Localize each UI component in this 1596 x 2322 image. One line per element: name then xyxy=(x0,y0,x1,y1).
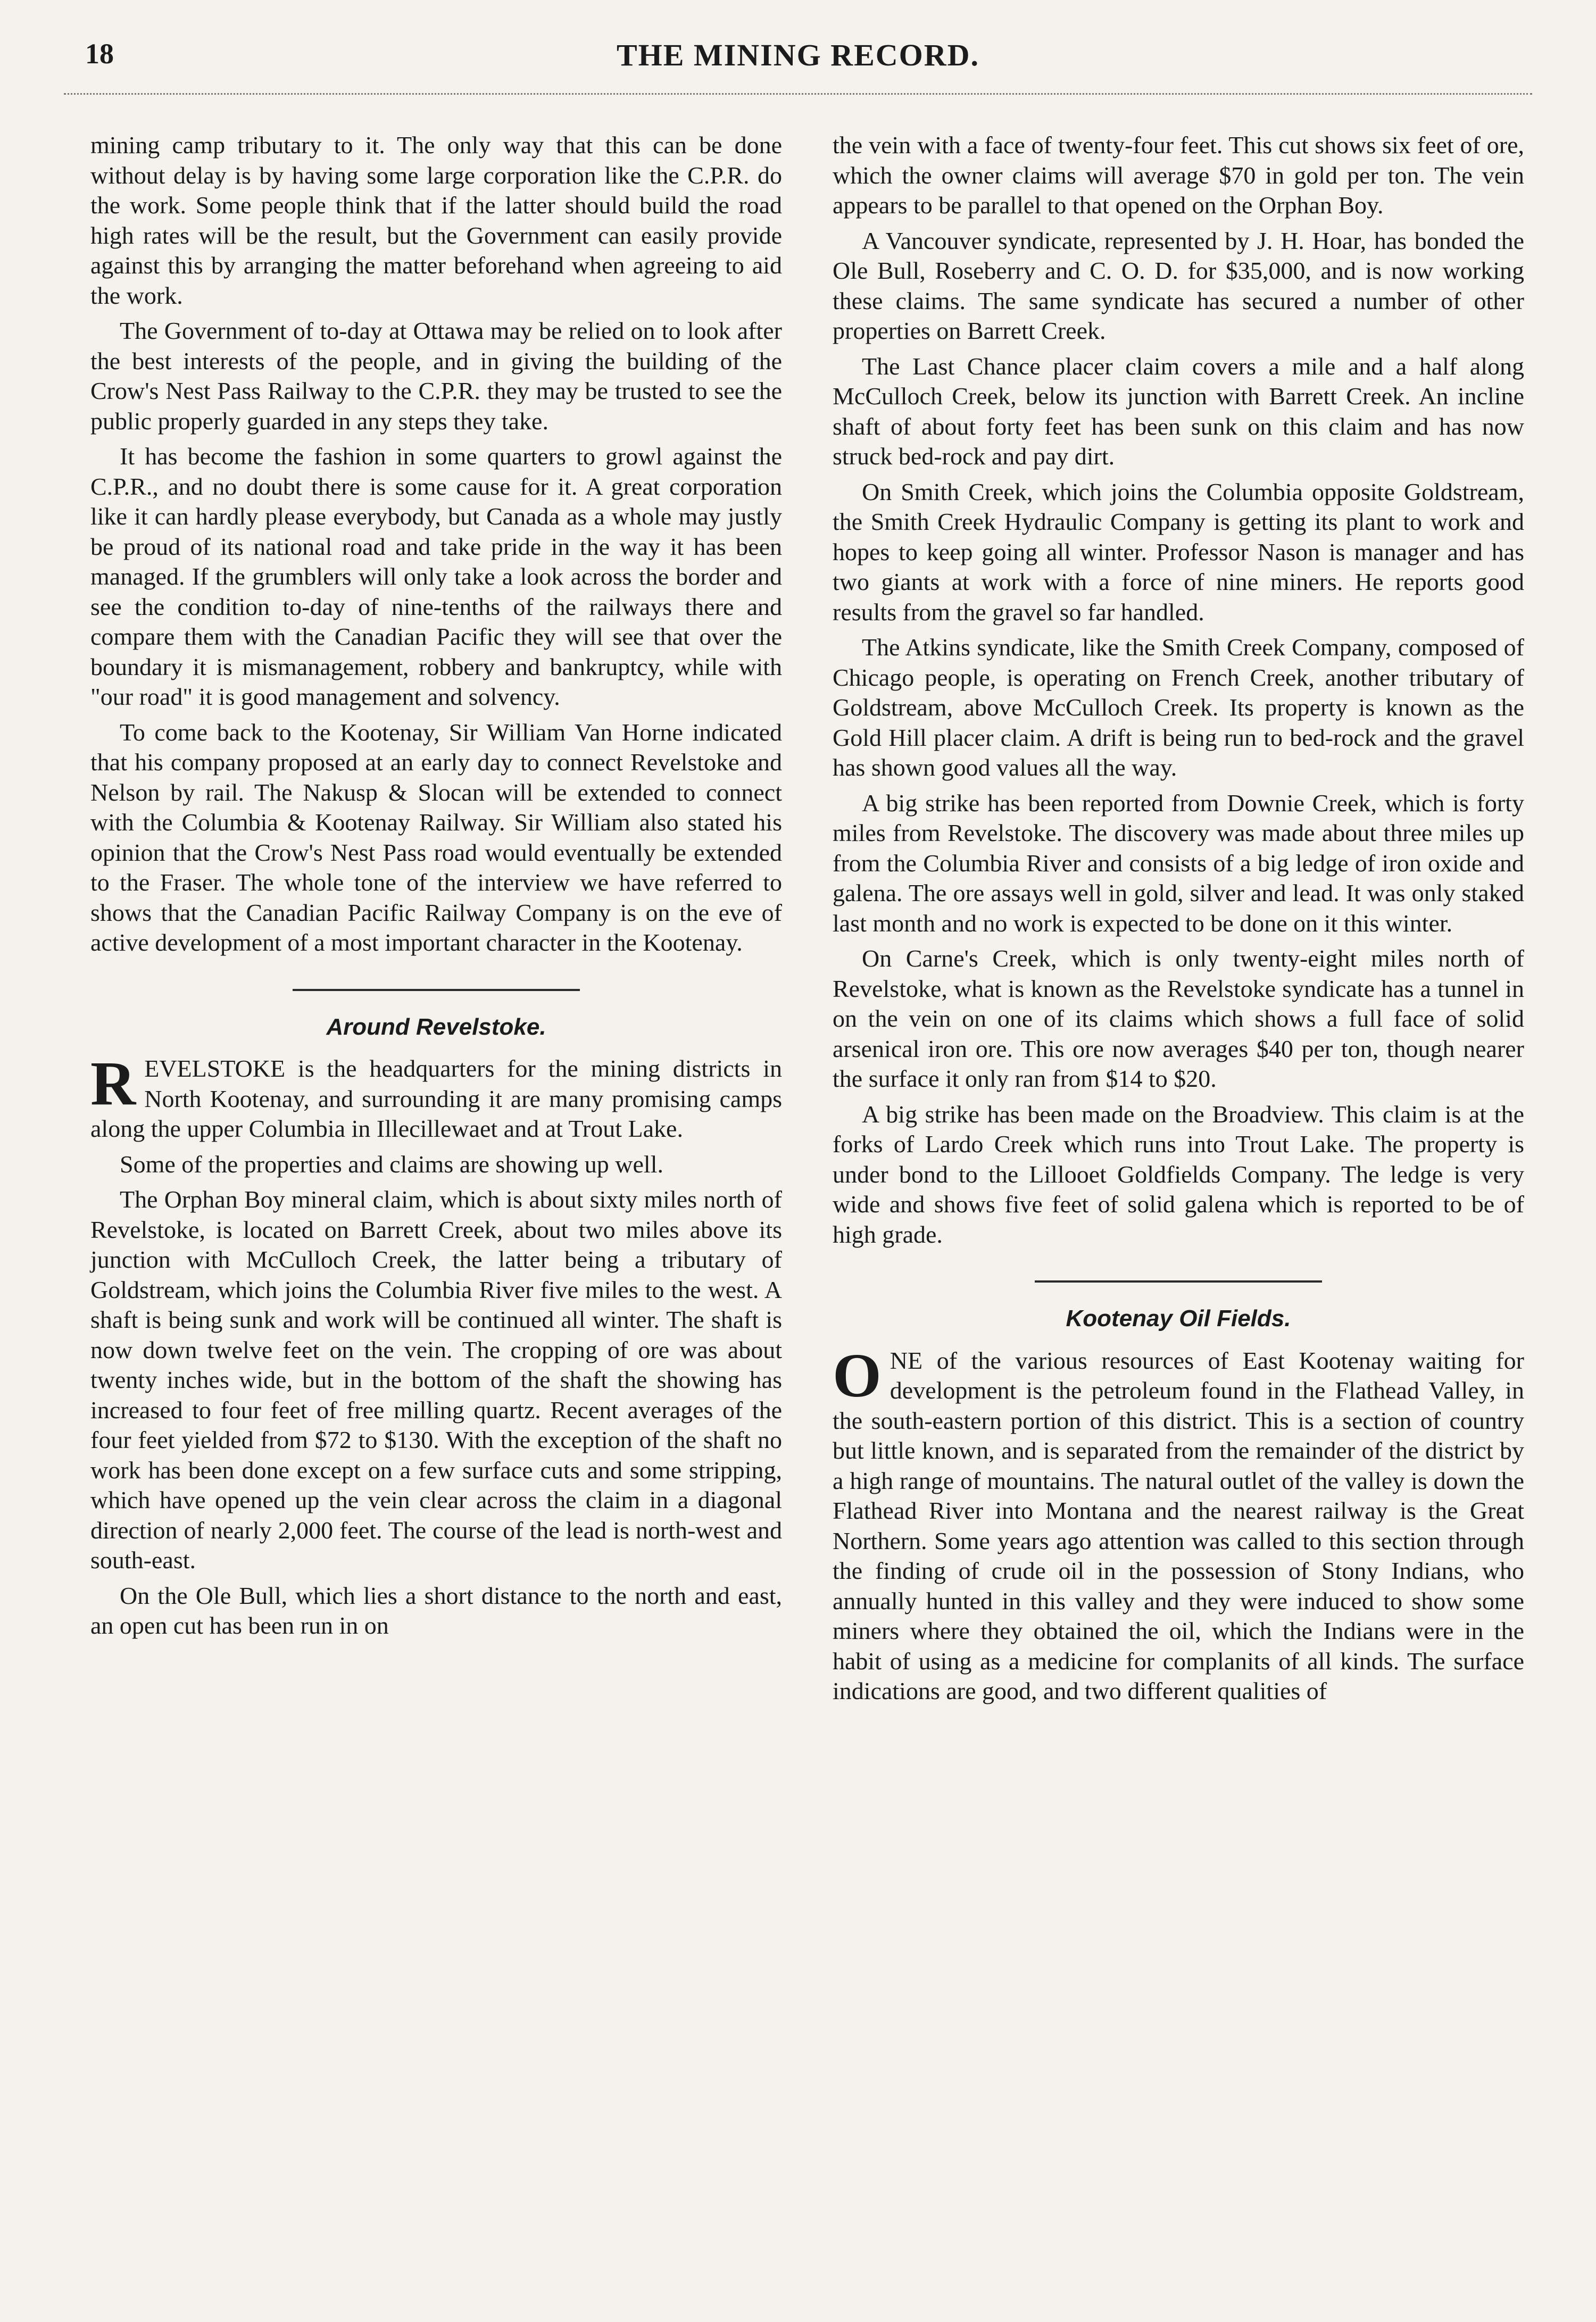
right-paragraph-7: On Carne's Creek, which is only twenty-eight miles north of Revelstoke, what is known as the Revelstoke syndicate has a tunnel in on the vein on one of its claims which shows a full face of solid arsenical iron ore. This ore now averages $40 per ton, though nearer the surface it only ran from $14 to $20. xyxy=(833,945,1524,1092)
journal-title: THE MINING RECORD. xyxy=(616,38,980,72)
left-column xyxy=(90,130,782,1646)
revelstoke-lead-text: EVELSTOKE is the headquarters for the mining districts in North Kootenay, and surrounding it are many promising camps along the upper Columbia in Illecillewaet and at Trout Lake. xyxy=(90,1055,782,1142)
oil-fields-lead-text: NE of the various resources of East Kootenay waiting for development is the petroleum found in the Flathead Valley, in the south-eastern portion of this district. This is a section of country but little known, and is separated from the remainder of the district by a high range of mountains. The natural outlet of the valley is down the Flathead River into Montana and the nearest railway is the Great Northern. Some years ago attention was called to this section through the finding of crude oil in the possession of Stony Indians, who annually hunted in this valley and they were induced to show some miners where they obtained the oil, which the Indians were in the habit of using as a medicine for complanits of all kinds. The surface indications are good, and two different qualities of xyxy=(833,1346,1524,1704)
left-paragraph-2: The Government of to-day at Ottawa may be relied on to look after the best interests of the people, and in giving the building of the Crow's Nest Pass Railway to the C.P.R. they may be trusted to see the public properly guarded in any steps they take. xyxy=(90,317,782,435)
section-divider xyxy=(1035,1280,1322,1283)
right-column xyxy=(833,130,1524,1712)
left-paragraph-3: It has become the fashion in some quarters to growl against the C.P.R., and no doubt there is some cause for it. A great corporation like it can hardly please everybody, but Canada as a whole may justly be proud of its national road and take pride in the way it has been managed. If the grumblers will only take a look across the border and see the condition to-day of nine-tenths of the railways there and compare them with the Canadian Pacific they will see that over the boundary it is mismanagement, robbery and bankruptcy, while with "our road" it is good management and solvency. xyxy=(90,443,782,710)
page-header xyxy=(85,37,1511,80)
header-rule xyxy=(64,93,1532,95)
right-paragraph-4: On Smith Creek, which joins the Columbia opposite Goldstream, the Smith Creek Hydraulic Company is getting its plant to work and hopes to keep going all winter. Professor Nason is manager and has two giants at work with a force of nine miners. He reports good results from the gravel so far handled. xyxy=(833,478,1524,626)
revelstoke-lead-paragraph xyxy=(90,1048,782,1144)
section-title-oil-fields: Kootenay Oil Fields. xyxy=(1066,1305,1291,1331)
right-paragraph-1: the vein with a face of twenty-four feet. This cut shows six feet of ore, which the owner claims will average $70 in gold per ton. The vein appears to be parallel to that opened on the Orphan Boy. xyxy=(833,131,1524,219)
page-number: 18 xyxy=(85,38,114,70)
revelstoke-paragraph-2: The Orphan Boy mineral claim, which is about sixty miles north of Revelstoke, is located on Barrett Creek, about two miles above its junction with McCulloch Creek, the latter being a tributary of Goldstream, which joins the Columbia River five miles to the west. A shaft is being sunk and work will be continued all winter. The shaft is now down twelve feet on the vein. The cropping of ore was about twenty inches wide, but in the bottom of the shaft the showing has increased to four feet of free milling quartz. Recent averages of the four feet yielded from $72 to $130. With the exception of the shaft no work has been done except on a few surface cuts and some stripping, which have opened up the vein clear across the claim in a diagonal direction of nearly 2,000 feet. The course of the lead is north-west and south-east. xyxy=(90,1186,782,1574)
left-paragraph-4: To come back to the Kootenay, Sir William Van Horne indicated that his company proposed at an early day to connect Revelstoke and Nelson by rail. The Nakusp & Slocan will be extended to connect with the Columbia & Kootenay Railway. Sir William also stated his opinion that the Crow's Nest Pass road would eventually be extended to the Fraser. The whole tone of the interview we have referred to shows that the Canadian Pacific Railway Company is on the eve of active development of a most important character in the Kootenay. xyxy=(90,718,782,956)
right-paragraph-3: The Last Chance placer claim covers a mile and a half along McCulloch Creek, below its junction with Barrett Creek. An incline shaft of about forty feet has been sunk on this claim and has now struck bed-rock and pay dirt. xyxy=(833,352,1524,470)
revelstoke-paragraph-3: On the Ole Bull, which lies a short distance to the north and east, an open cut has been run in on xyxy=(90,1582,782,1639)
revelstoke-paragraph-1: Some of the properties and claims are showing up well. xyxy=(120,1150,663,1178)
right-paragraph-5: The Atkins syndicate, like the Smith Creek Company, composed of Chicago people, is operating on French Creek, another tributary of Goldstream, above McCulloch Creek. Its property is known as the Gold Hill placer claim. A drift is being run to bed-rock and the gravel has shown good values all the way. xyxy=(833,634,1524,781)
right-paragraph-6: A big strike has been reported from Downie Creek, which is forty miles from Revelstoke. The discovery was made about three miles up from the Columbia River and consists of a big ledge of iron oxide and galena. The ore assays well in gold, silver and lead. It was only staked last month and no work is expected to be done on it this winter. xyxy=(833,789,1524,937)
section-title-revelstoke: Around Revelstoke. xyxy=(326,1013,546,1040)
right-paragraph-8: A big strike has been made on the Broadview. This claim is at the forks of Lardo Creek which runs into Trout Lake. The property is under bond to the Lillooet Goldfields Company. The ledge is very wide and shows five feet of solid galena which is reported to be of high grade. xyxy=(833,1100,1524,1248)
dropcap-r: R xyxy=(90,1048,136,1118)
section-divider xyxy=(293,989,580,991)
right-paragraph-2: A Vancouver syndicate, represented by J. H. Hoar, has bonded the Ole Bull, Roseberry and C. O. D. for $35,000, and is now working these claims. The same syndicate has secured a number of other properties on Barrett Creek. xyxy=(833,227,1524,344)
left-paragraph-1: mining camp tributary to it. The only way that this can be done without delay is by having some large corporation like the C.P.R. do the work. Some people think that if the latter should build the road high rates will be the result, but the Government can easily provide against this by arranging the matter beforehand when agreeing to aid the work. xyxy=(90,131,782,309)
oil-fields-lead-paragraph xyxy=(833,1340,1524,1707)
dropcap-o: O xyxy=(833,1340,882,1410)
